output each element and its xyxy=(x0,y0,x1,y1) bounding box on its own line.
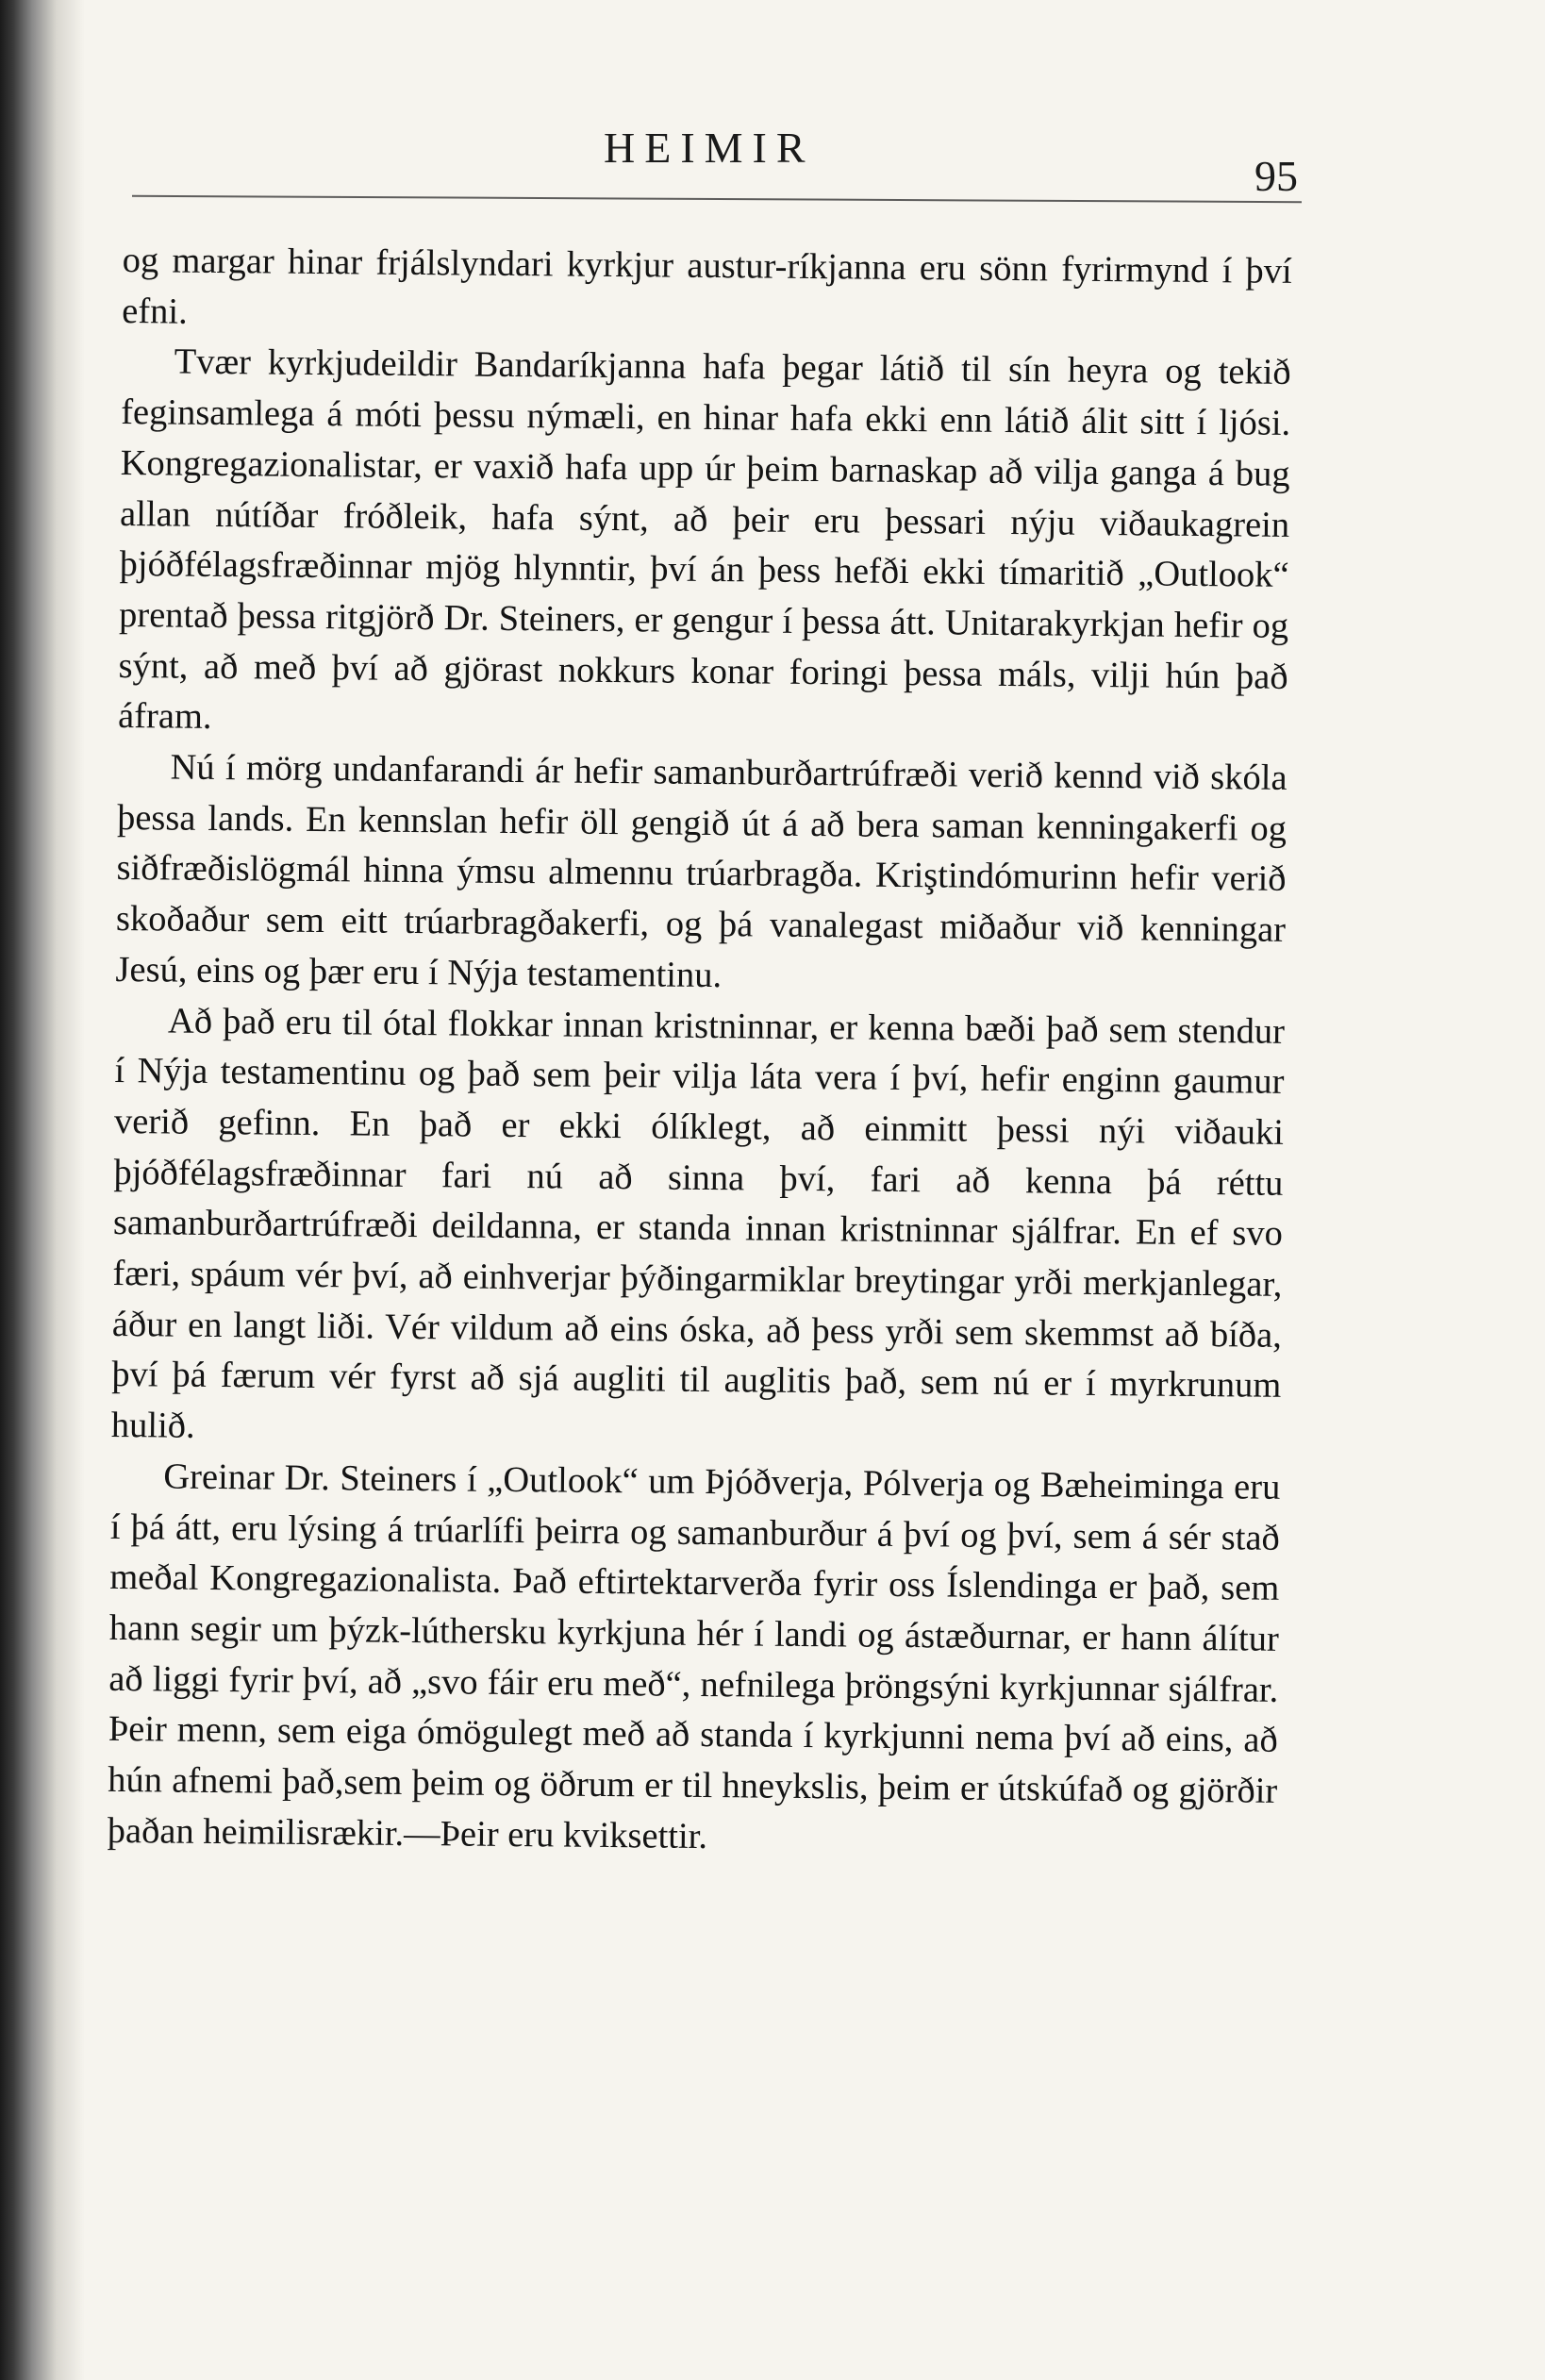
book-page xyxy=(107,0,1302,2380)
paragraph-3: Nú í mörg undanfarandi ár hefir samanburðartrúfræði verið kennd við skóla þessa lands. En kennslan hefir öll gengið út á að bera saman kenningakerfi og siðfræðislögmál hinna ýmsu almennu trúarbragða. Kriştindómurinn hefir verið skoðaður sem eitt trúarbragðakerfi, og þá vanalegast miðaður við kenningar Jesú, eins og þær eru í Nýja testamentinu. xyxy=(115,747,1288,995)
book-spine-shadow xyxy=(0,0,85,2380)
header-rule xyxy=(132,195,1302,203)
paragraph-5: Greinar Dr. Steiners í „Outlook“ um Þjóðverja, Pólverja og Bæheiminga eru í þá átt, eru lýsing á trúarlífi þeirra og samanburður á því og því, sem á sér stað meðal Kongregazionalista. Það eftirtektarverða fyrir oss Íslendinga er það, sem hann segir um þýzk-lúthersku kyrkjuna hér í landi og ástæðurnar, er hann álítur að liggi fyrir því, að „svo fáir eru með“, nefnilega þröngsýni kyrkjunnar sjálfrar. Þeir menn, sem eiga ómögulegt með að standa í kyrkjunni nema því að eins, að hún afnemi það,sem þeim og öðrum er til hneykslis, þeim er útskúfað og gjörðir þaðan heimilisrækir.—Þeir eru kviksettir. xyxy=(107,1456,1281,1856)
paragraph-4: Að það eru til ótal flokkar innan kristninnar, er kenna bæði það sem stendur í Nýja testamentinu og það sem þeir vilja láta vera í því, hefir enginn gaumur verið gefinn. En það er ekki ólíklegt, að einmitt þessi nýi viðauki þjóðfélagsfræðinnar fari nú að sinna því, fari að kenna þá réttu samanburðartrúfræði deildanna, er standa innan kristninnar sjálfrar. En ef svo færi, spáum vér því, að einhverjar þýðingarmiklar breytingar yrði merkjanlegar, áður en langt liði. Vér vildum að eins óska, að þess yrði sem skemmst að bíða, því þá færum vér fyrst að sjá augliti til auglitis það, sem nú er í myrkrunum hulið. xyxy=(110,1001,1286,1446)
running-title: HEIMIR xyxy=(604,124,815,172)
paragraph-2: Tvær kyrkjudeildir Bandaríkjanna hafa þegar látið til sín heyra og tekið feginsamlega á móti þessu nýmæli, en hinar hafa ekki enn látið álit sitt í ljósi. Kongregazionalistar, er vaxið hafa upp úr þeim barnaskap að vilja ganga á bug allan nútíðar fróðleik, hafa sýnt, að þeir eru þessari nýju viðaukagrein þjóðfélagsfræðinnar mjög hlynntir, því án þess hefði ekki tímaritið „Outlook“ prentað þessa ritgjörð Dr. Steiners, er gengur í þessa átt. Unitarakyrkjan hefir og sýnt, að með því að gjörast nokkurs konar foringi þessa máls, vilji hún það áfram. xyxy=(117,341,1291,738)
body-text xyxy=(108,236,1292,1868)
paragraph-1: og margar hinar frjálslyndari kyrkjur austur-ríkjanna eru sönn fyrirmynd í því efni. xyxy=(122,240,1292,332)
page-header xyxy=(113,113,1302,200)
page-number: 95 xyxy=(1254,152,1298,200)
